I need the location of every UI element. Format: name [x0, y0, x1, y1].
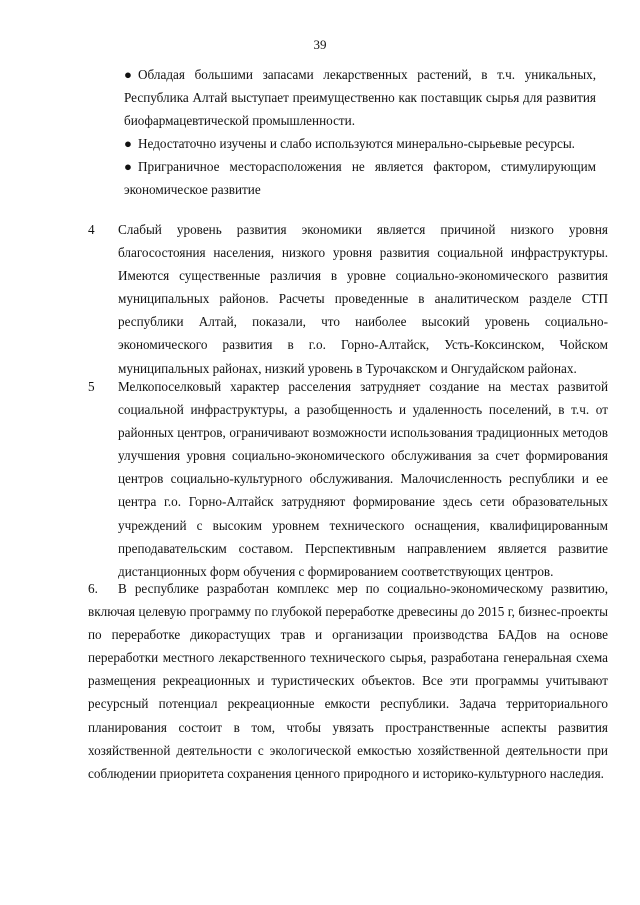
- item-text: Слабый уровень развития экономики является причиной низкого уровня благосостояния населения, низкого уровня развития социальной инфраструктуры. Имеются существенные различия в уровне социально-экономического развития муниципальных районов. Расчеты проведенные в аналитическом разделе СТП республики Алтай, показали, что наиболее высокий уровень социально-экономического развития в г.о. Горно-Алтайск, Усть-Коксинском, Чойском муниципальных районах, низкий уровень в Турочакском и Онгудайском районах.: [118, 222, 608, 376]
- item-text: В республике разработан комплекс мер по социально-экономическому развитию, включая целевую программу по глубокой переработке древесины до 2015 г, бизнес-проекты по переработке дикорастущих трав и организации производства БАДов на основе переработки местного лекарственного технического сырья, разработана генеральная схема размещения рекреационных и туристических объектов. Все эти программы учитывают ресурсный потенциал рекреационные емкости республики. Задача территориального планирования состоит в том, чтобы увязать пространственные аспекты развития хозяйственной деятельности с экологической емкостью хозяйственной деятельности при соблюдении приоритета сохранения ценного природного и историко-культурного наследия.: [88, 581, 608, 781]
- bullet-text: Обладая большими запасами лекарственных растений, в т.ч. уникальных, Республика Алтай выступает преимущественно как поставщик сырья для развития биофармацевтической промышленности.: [124, 67, 596, 129]
- numbered-item-5: [88, 375, 608, 583]
- item-number: 5: [88, 379, 95, 394]
- page-number: 39: [313, 37, 327, 52]
- bullet-text: Приграничное месторасположения не является фактором, стимулирующим экономическое развитие: [124, 159, 596, 198]
- numbered-item-4: [88, 218, 608, 380]
- bullet-item: [124, 63, 596, 132]
- numbered-item-6: [88, 577, 608, 785]
- bullet-list: [124, 63, 596, 202]
- bullet-item: [124, 155, 596, 201]
- bullet-text: Недостаточно изучены и слабо используются минерально-сырьевые ресурсы.: [138, 136, 575, 152]
- bullet-item: [124, 132, 596, 155]
- item-number: 4: [88, 222, 95, 237]
- item-number: 6.: [88, 581, 98, 596]
- bullet-icon: ●: [124, 136, 132, 152]
- bullet-icon: ●: [124, 159, 132, 175]
- bullet-icon: ●: [124, 67, 132, 82]
- item-text: Мелкопоселковый характер расселения затрудняет создание на местах развитой социальной инфраструктуры, а разобщенность и удаленность поселений, в т.ч. от районных центров, ограничивают возможности использования традиционных методов улучшения уровня социально-экономического обслуживания за счет формирования центров социально-культурного обслуживания. Малочисленность республики и ее центра г.о. Горно-Алтайск затрудняют формирование здесь сети образовательных учреждений с высоким уровнем технического оснащения, квалифицированным преподавательским составом. Перспективным направлением является развитие дистанционных форм обучения с формированием соответствующих центров.: [118, 379, 608, 579]
